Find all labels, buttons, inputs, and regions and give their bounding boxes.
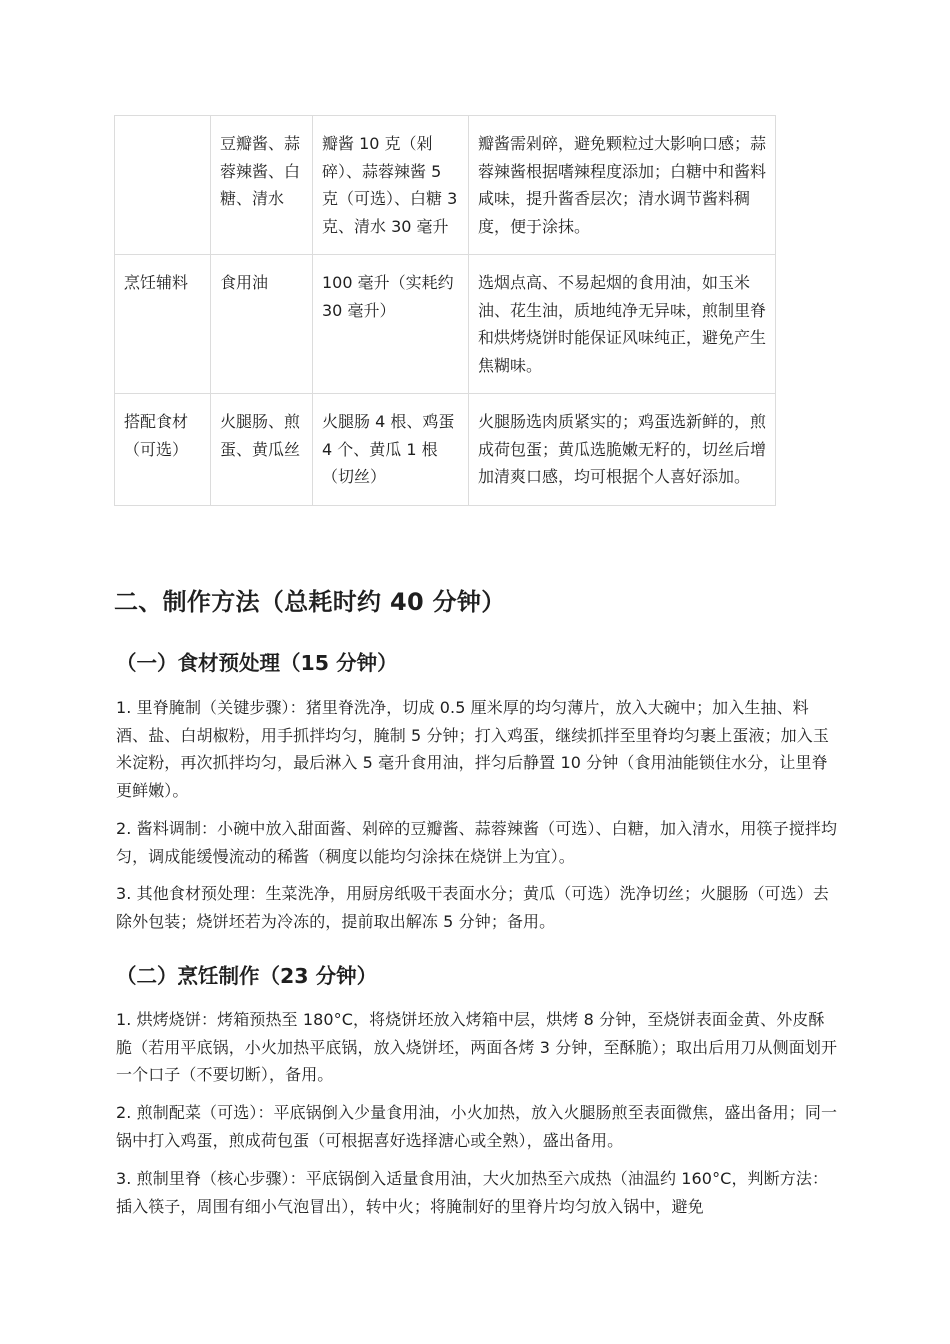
ingredients-table <box>114 115 776 506</box>
step-paragraph: 1. 烘烤烧饼：烤箱预热至 180°C，将烧饼坯放入烤箱中层，烘烤 8 分钟，至烧饼表面金黄、外皮酥脆（若用平底锅，小火加热平底锅，放入烧饼坯，两面各烤 3 分钟，至酥脆）；取出后用刀从侧面划开一个口子（不要切断），备用。 <box>116 1010 838 1084</box>
table-cell-amount: 瓣酱 10 克（剁碎）、蒜蓉辣酱 5 克（可选）、白糖 3 克、清水 30 毫升 <box>313 116 469 255</box>
table-cell-ingredient: 豆瓣酱、蒜蓉辣酱、白糖、清水 <box>211 116 313 255</box>
table-cell-note: 瓣酱需剁碎，避免颗粒过大影响口感；蒜蓉辣酱根据嗜辣程度添加；白糖中和酱料咸味，提升酱香层次；清水调节酱料稠度，便于涂抹。 <box>469 116 776 255</box>
section-heading: 二、制作方法（总耗时约 40 分钟） <box>114 588 506 616</box>
table-cell-amount: 100 毫升（实耗约 30 毫升） <box>313 255 469 394</box>
table-cell-note: 火腿肠选肉质紧实的；鸡蛋选新鲜的，煎成荷包蛋；黄瓜选脆嫩无籽的，切丝后增加清爽口感，均可根据个人喜好添加。 <box>469 394 776 506</box>
table-cell-category <box>115 116 211 255</box>
table-cell-ingredient: 食用油 <box>211 255 313 394</box>
table-row <box>115 255 776 394</box>
table-row <box>115 116 776 255</box>
subsection-heading-cooking: （二）烹饪制作（23 分钟） <box>116 964 378 988</box>
subsection-heading-prep: （一）食材预处理（15 分钟） <box>116 651 398 675</box>
step-paragraph: 2. 煎制配菜（可选）：平底锅倒入少量食用油，小火加热，放入火腿肠煎至表面微焦，盛出备用；同一锅中打入鸡蛋，煎成荷包蛋（可根据喜好选择溏心或全熟），盛出备用。 <box>116 1103 838 1150</box>
step-paragraph: 3. 其他食材预处理：生菜洗净，用厨房纸吸干表面水分；黄瓜（可选）洗净切丝；火腿肠（可选）去除外包装；烧饼坯若为冷冻的，提前取出解冻 5 分钟；备用。 <box>116 884 829 931</box>
step-paragraph: 1. 里脊腌制（关键步骤）：猪里脊洗净，切成 0.5 厘米厚的均匀薄片，放入大碗中；加入生抽、料酒、盐、白胡椒粉，用手抓拌均匀，腌制 5 分钟；打入鸡蛋，继续抓拌至里脊均匀裹上蛋液；加入玉米淀粉，再次抓拌均匀，最后淋入 5 毫升食用油，拌匀后静置 10 分钟（食用油能锁住水分，让里脊更鲜嫩）。 <box>116 698 829 800</box>
table-cell-category: 搭配食材（可选） <box>115 394 211 506</box>
table-cell-note: 选烟点高、不易起烟的食用油，如玉米油、花生油，质地纯净无异味，煎制里脊和烘烤烧饼时能保证风味纯正，避免产生焦糊味。 <box>469 255 776 394</box>
table-row <box>115 394 776 506</box>
step-paragraph: 3. 煎制里脊（核心步骤）：平底锅倒入适量食用油，大火加热至六成热（油温约 160°C，判断方法：插入筷子，周围有细小气泡冒出），转中火；将腌制好的里脊片均匀放入锅中，避免 <box>116 1169 829 1216</box>
step-paragraph: 2. 酱料调制：小碗中放入甜面酱、剁碎的豆瓣酱、蒜蓉辣酱（可选）、白糖，加入清水，用筷子搅拌均匀，调成能缓慢流动的稀酱（稠度以能均匀涂抹在烧饼上为宜）。 <box>116 819 838 866</box>
table-cell-amount: 火腿肠 4 根、鸡蛋 4 个、黄瓜 1 根（切丝） <box>313 394 469 506</box>
table-cell-category: 烹饪辅料 <box>115 255 211 394</box>
table-cell-ingredient: 火腿肠、煎蛋、黄瓜丝 <box>211 394 313 506</box>
